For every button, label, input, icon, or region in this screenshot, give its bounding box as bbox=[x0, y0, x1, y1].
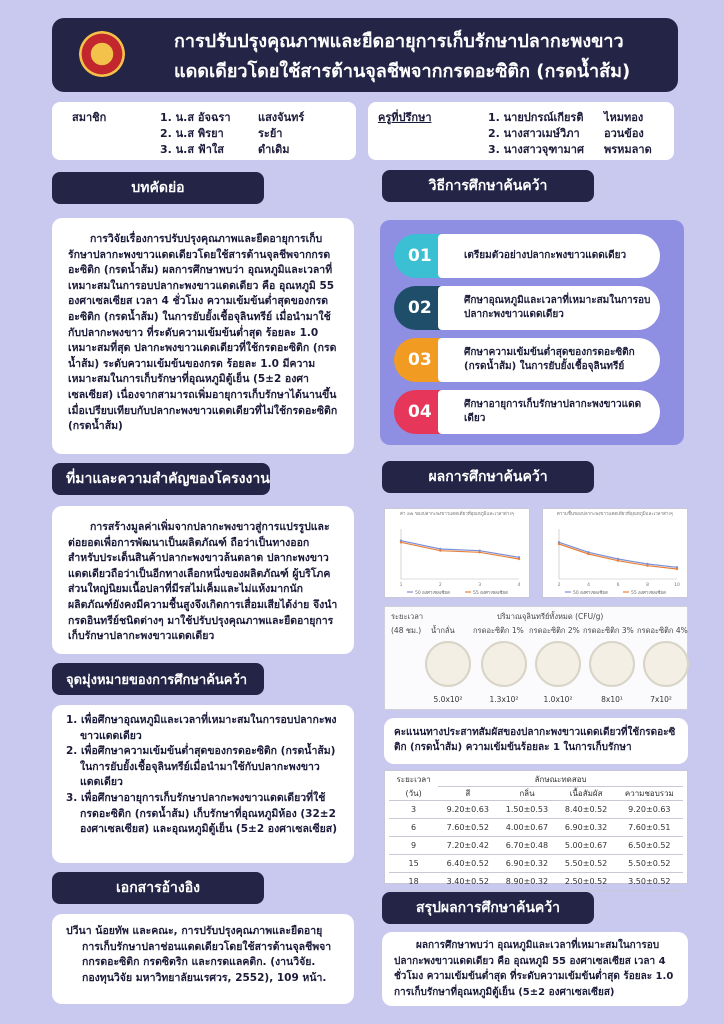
table-header: ความชอบรวม bbox=[616, 787, 683, 801]
table-cell: 6.90±0.32 bbox=[557, 819, 616, 837]
petri-dish bbox=[643, 641, 689, 687]
table-header-time-unit: (วัน) bbox=[389, 787, 438, 801]
advisor-surname: ไหมทอง bbox=[604, 111, 644, 124]
table-header: สี bbox=[438, 787, 497, 801]
table-group-header: ลักษณะทดสอบ bbox=[438, 773, 683, 787]
chart-moisture bbox=[542, 508, 688, 598]
table-cell: 3.50±0.52 bbox=[616, 873, 683, 891]
references-heading: เอกสารอ้างอิง bbox=[52, 872, 264, 904]
x-tick-label: 8 bbox=[646, 583, 649, 588]
table-cell: 7.60±0.51 bbox=[616, 819, 683, 837]
table-cell: 4.00±0.67 bbox=[497, 819, 556, 837]
table-cell-day: 6 bbox=[389, 819, 438, 837]
members-label: สมาชิก bbox=[72, 111, 107, 124]
step-number: 01 bbox=[394, 234, 454, 278]
advisors-box bbox=[368, 102, 674, 160]
plate-column-label: กรดอะซิติก 1% bbox=[473, 626, 524, 635]
methods-steps-panel bbox=[380, 220, 684, 445]
step-2: ศึกษาอุณหภูมิและเวลาที่เหมาะสมในการอบปลากะพงขาวแดดเดียว bbox=[438, 286, 660, 330]
plates-time-value: (48 ชม.) bbox=[391, 626, 422, 635]
abstract-box bbox=[52, 218, 354, 454]
table-cell: 3.40±0.52 bbox=[438, 873, 497, 891]
series-line bbox=[559, 542, 677, 567]
series-line bbox=[401, 541, 519, 558]
table-row bbox=[389, 855, 683, 873]
advisor-name: 1. นายปกรณ์เกียรติ bbox=[488, 111, 584, 124]
background-box bbox=[52, 506, 354, 654]
plate-count-value: 5.0x10² bbox=[433, 695, 463, 704]
data-point bbox=[478, 551, 480, 553]
petri-dish bbox=[589, 641, 635, 687]
sensory-table-box bbox=[384, 770, 688, 884]
data-point bbox=[617, 559, 619, 561]
member-name: 2. น.ส พิรยา bbox=[160, 127, 224, 140]
step-number: 04 bbox=[394, 390, 454, 434]
table-cell: 8.90±0.32 bbox=[497, 873, 556, 891]
data-point bbox=[558, 543, 560, 545]
advisor-name: 3. นางสาวจุฑามาศ bbox=[488, 143, 584, 156]
table-cell-day: 9 bbox=[389, 837, 438, 855]
x-tick-label: 1 bbox=[399, 583, 403, 588]
step-number: 03 bbox=[394, 338, 454, 382]
plate-count-value: 7x10² bbox=[650, 695, 672, 704]
table-cell: 9.20±0.63 bbox=[438, 801, 497, 819]
table-row bbox=[389, 819, 683, 837]
member-name: 1. น.ส อัจฉรา bbox=[160, 111, 231, 124]
members-box bbox=[52, 102, 356, 160]
objectives-box bbox=[52, 705, 354, 863]
table-row bbox=[389, 873, 683, 891]
legend-label: 55 องศาเซลเซียส bbox=[631, 591, 666, 596]
plate-count-value: 1.0x10² bbox=[543, 695, 573, 704]
x-tick-label: 4 bbox=[517, 583, 521, 588]
plate-column-label: กรดอะซิติก 2% bbox=[529, 626, 580, 635]
table-cell: 5.50±0.52 bbox=[557, 855, 616, 873]
abstract-heading: บทคัดย่อ bbox=[52, 172, 264, 204]
title-banner bbox=[52, 18, 678, 92]
table-header-time: ระยะเวลา bbox=[396, 775, 431, 785]
conclusion-box bbox=[382, 932, 688, 1006]
objective-item: 1. เพื่อศึกษาอุณหภูมิและเวลาที่เหมาะสมในการอบปลากะพงขาวแดดเดียว bbox=[66, 714, 337, 742]
table-row bbox=[389, 801, 683, 819]
title-line-2: แดดเดียวโดยใช้สารต้านจุลชีพจากกรดอะซิติก (กรดน้ำส้ม) bbox=[174, 61, 631, 82]
x-tick-label: 6 bbox=[616, 583, 620, 588]
chart-moisture-svg bbox=[543, 509, 689, 599]
table-cell: 5.00±0.67 bbox=[557, 837, 616, 855]
step-number: 02 bbox=[394, 286, 454, 330]
objective-item: 3. เพื่อศึกษาอายุการเก็บรักษาปลากะพงขาวแดดเดียวที่ใช้กรดอะซิติก (กรดน้ำส้ม) เก็บรักษาที่อุณหภูมิห้อง (32±2 องศาเซลเซียส) และอุณหภูมิตู้เย็น (5±2 องศาเซลเซียส) bbox=[66, 791, 338, 836]
member-name: 3. น.ส ฟ้าใส bbox=[160, 143, 224, 156]
petri-dish bbox=[425, 641, 471, 687]
x-tick-label: 4 bbox=[587, 583, 590, 588]
table-cell-day: 15 bbox=[389, 855, 438, 873]
plates-time-label: ระยะเวลา bbox=[391, 612, 424, 621]
chart-title: ค่า aw ของปลากะพงขาวแดดเดียวที่อุณหภูมิและเวลาต่างๆ bbox=[400, 512, 514, 517]
member-surname: แสงจันทร์ bbox=[258, 111, 305, 124]
data-point bbox=[400, 541, 402, 543]
petri-dish bbox=[481, 641, 527, 687]
member-surname: ระย้า bbox=[258, 127, 283, 140]
table-cell-day: 18 bbox=[389, 873, 438, 891]
chart-aw bbox=[384, 508, 530, 598]
chart-title: ความชื้นของปลากะพงขาวแดดเดียวที่อุณหภูมิและเวลาต่างๆ bbox=[556, 512, 674, 517]
school-seal-icon bbox=[79, 31, 125, 77]
table-cell: 6.90±0.32 bbox=[497, 855, 556, 873]
objectives-heading: จุดมุ่งหมายของการศึกษาค้นคว้า bbox=[52, 663, 264, 695]
data-point bbox=[676, 568, 678, 570]
table-cell: 6.70±0.48 bbox=[497, 837, 556, 855]
table-cell: 6.50±0.52 bbox=[616, 837, 683, 855]
step-1: เตรียมตัวอย่างปลากะพงขาวแดดเดียว bbox=[438, 234, 660, 278]
table-row bbox=[389, 837, 683, 855]
x-tick-label: 3 bbox=[478, 583, 482, 588]
table-cell: 1.50±0.53 bbox=[497, 801, 556, 819]
advisor-name: 2. นางสาวเมษ์วิภา bbox=[488, 127, 580, 140]
sensory-heading: คะแนนทางประสาทสัมผัสของปลากะพงขาวแดดเดียวที่ใช้กรดอะซิติก (กรดน้ำส้ม) ความเข้มข้นร้อยละ 1 ในการเก็บรักษา bbox=[394, 727, 676, 753]
table-cell: 6.40±0.52 bbox=[438, 855, 497, 873]
sensory-heading-box bbox=[384, 718, 688, 764]
plate-count-value: 1.3x10² bbox=[489, 695, 519, 704]
plate-column-label: กรดอะซิติก 3% bbox=[583, 626, 634, 635]
x-tick-label: 2 bbox=[438, 583, 442, 588]
table-header: กลิ่น bbox=[497, 787, 556, 801]
references-box bbox=[52, 914, 354, 1004]
table-cell: 7.60±0.52 bbox=[438, 819, 497, 837]
table-cell: 9.20±0.63 bbox=[616, 801, 683, 819]
table-cell: 8.40±0.52 bbox=[557, 801, 616, 819]
plates-figure bbox=[384, 606, 688, 710]
advisor-surname: อวนข้อง bbox=[604, 127, 644, 140]
conclusion-text: ผลการศึกษาพบว่า อุณหภูมิและเวลาที่เหมาะสมในการอบปลากะพงขาวแดดเดียว คือ อุณหภูมิ 55 องศาเซลเซียส เวลา 4 ชั่วโมง ความเข้มข้นต่ำสุด ที่ระดับความเข้มข้นต่ำสุด ร้อยละ 1.0 การเก็บรักษาที่อุณหภูมิตู้เย็น (5±2 องศาเซลเซียส) bbox=[394, 940, 674, 998]
x-tick-label: 2 bbox=[557, 583, 561, 588]
data-point bbox=[439, 549, 441, 551]
legend-label: 50 องศาเซลเซียส bbox=[573, 591, 608, 596]
plate-column-label: น้ำกลั่น bbox=[431, 626, 455, 635]
chart-aw-svg bbox=[385, 509, 531, 599]
title-line-1: การปรับปรุงคุณภาพและยืดอายุการเก็บรักษาปลากะพงขาว bbox=[174, 31, 624, 52]
conclusion-heading: สรุปผลการศึกษาค้นคว้า bbox=[382, 892, 594, 924]
member-surname: ดำเดิม bbox=[258, 143, 290, 156]
data-point bbox=[518, 558, 520, 560]
table-cell: 2.50±0.52 bbox=[557, 873, 616, 891]
petri-dish bbox=[535, 641, 581, 687]
methods-heading: วิธีการศึกษาค้นคว้า bbox=[382, 170, 594, 202]
plate-count-value: 8x10¹ bbox=[601, 695, 623, 704]
x-tick-label: 10 bbox=[674, 583, 680, 588]
plates-count-label: ปริมาณจุลินทรีย์ทั้งหมด (CFU/g) bbox=[497, 612, 604, 621]
legend-label: 55 องศาเซลเซียส bbox=[473, 591, 508, 596]
abstract-text: การวิจัยเรื่องการปรับปรุงคุณภาพและยืดอายุการเก็บรักษาปลากะพงขาวแดดเดียวโดยใช้สารต้านจุลชีพจากกรดอะซิติก (กรดน้ำส้ม) ผลการศึกษาพบว่า อุณหภูมิและเวลาที่เหมาะสมในการอบปลากะพงขาวแดดเดียว คือ อุณหภูมิ 55 องศาเซลเซียส เวลา 4 ชั่วโมง ความเข้มข้นต่ำสุดของกรดอะซิติก (กรดน้ำส้ม) ในการยับยั้งเชื้อจุลินทรีย์ เมื่อนำมาใช้กับปลากะพงขาว ที่ระดับความเข้มข้นต่ำสุด ร้อยละ 1.0 เหมาะสมที่สุด ปลากะพงขาวแดดเดียวที่ใช้กรดอะซิติก (กรดน้ำส้ม) ระดับความเข้มข้นของกรด ร้อยละ 1.0 มีความเหมาะสมในการเก็บรักษาที่อุณหภูมิตู้เย็น (5±2 องศาเซลเซียส) เนื่องจากสามารถเพิ่มอายุการเก็บรักษาได้นานขึ้น เมื่อเปรียบเทียบกับปลากะพงขาวแดดเดียวที่ไม่ใช้กรดอะซิติก (กรดน้ำส้ม) bbox=[68, 233, 338, 433]
advisors-label: ครูที่ปรึกษา bbox=[378, 111, 432, 124]
step-3: ศึกษาความเข้มข้นต่ำสุดของกรดอะซิติก (กรดน้ำส้ม) ในการยับยั้งเชื้อจุลินทรีย์ bbox=[438, 338, 660, 382]
data-point bbox=[646, 564, 648, 566]
table-cell-day: 3 bbox=[389, 801, 438, 819]
data-point bbox=[587, 553, 589, 555]
background-text: การสร้างมูลค่าเพิ่มจากปลากะพงขาวสู่การแปรรูปและต่อยอดเพื่อการพัฒนาเป็นผลิตภัณฑ์ ถือว่าเป็นทางออกสำหรับประเด็นสินค้าปลากะพงขาวล้นตลาด ปลากะพงขาวแดดเดียวถือว่าเป็นอีกทางเลือกหนึ่งของผลิตภัณฑ์ ผู้บริโภคส่วนใหญ่นิยมเนื้อปลาที่มีรสไม่เค็มและไม่แห้งมากนัก ผลิตภัณฑ์ยังคงมีความชื้นสูงจึงเกิดการเสื่อมเสียได้ง่าย จึงนำกรดอินทรีย์ชนิดต่างๆ มาใช้ปรับปรุงคุณภาพและยืดอายุการเก็บรักษาปลากะพงขาวแดดเดียว bbox=[68, 521, 338, 643]
table-cell: 5.50±0.52 bbox=[616, 855, 683, 873]
plate-column-label: กรดอะซิติก 4% bbox=[637, 626, 688, 635]
objective-item: 2. เพื่อศึกษาความเข้มข้นต่ำสุดของกรดอะซิติก (กรดน้ำส้ม) ในการยับยั้งเชื้อจุลินทรีย์เมื่อนำมาใช้กับปลากะพงขาวแดดเดียว bbox=[66, 745, 336, 789]
sensory-table bbox=[389, 773, 683, 891]
advisor-surname: พรหมลาด bbox=[604, 143, 652, 156]
results-heading: ผลการศึกษาค้นคว้า bbox=[382, 461, 594, 493]
background-heading: ที่มาและความสำคัญของโครงงาน bbox=[52, 463, 270, 495]
table-header: เนื้อสัมผัส bbox=[557, 787, 616, 801]
step-4: ศึกษาอายุการเก็บรักษาปลากะพงขาวแดดเดียว bbox=[438, 390, 660, 434]
references-text: ปวีนา น้อยทัพ และคณะ, การปรับปรุงคุณภาพและยืดอายุการเก็บรักษาปลาช่อนแดดเดียวโดยใช้สารต้านจุลชีพจากกรดอะซิติก กรดซิตริก และกรดแลคติก. (งานวิจัย. กองทุนวิจัย มหาวิทยาลัยนเรศวร, 2552), 109 หน้า. bbox=[66, 925, 332, 984]
legend-label: 50 องศาเซลเซียส bbox=[415, 591, 450, 596]
table-cell: 7.20±0.42 bbox=[438, 837, 497, 855]
